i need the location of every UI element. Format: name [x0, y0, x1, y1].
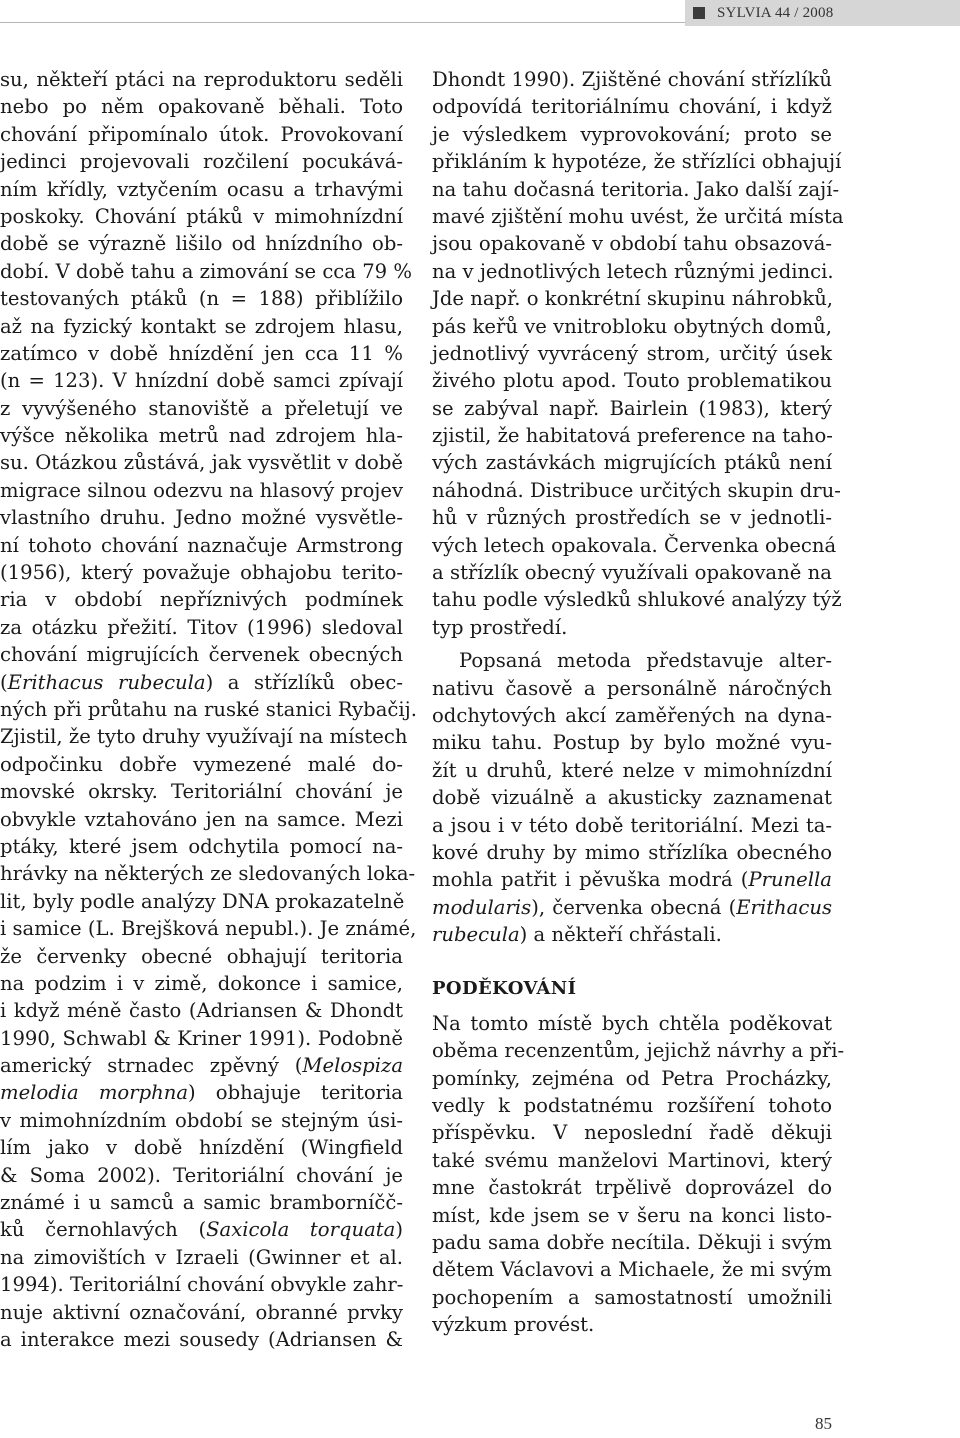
- species-name-italic: Melospiza: [302, 1054, 403, 1078]
- species-name-italic: Saxicola torquata: [206, 1218, 396, 1242]
- text-line: i samice (L. Brejšková nepubl.). Je známé,: [0, 917, 417, 941]
- text-line: [432, 921, 832, 948]
- text-line: chování připomínalo útok. Provokovaní: [0, 122, 403, 146]
- text-line: a střízlík obecný využívali opakovaně na: [432, 561, 832, 585]
- header-rule: [0, 22, 685, 23]
- text-line: [432, 894, 832, 921]
- text-line: ptáky, které jsem odchytila pomocí na-: [0, 834, 403, 858]
- text-line: (1956), který považuje obhajobu terito-: [0, 561, 403, 585]
- text-segment: (: [0, 670, 8, 694]
- text-line: 1994). Teritoriální chování obvykle zahr-: [0, 1273, 404, 1297]
- text-line: miku tahu. Postup by bylo možné vyu-: [432, 731, 832, 755]
- text-line: hrávky na některých ze sledovaných loka-: [0, 862, 416, 886]
- text-line: je výsledkem vyprovokování; proto se: [432, 122, 832, 146]
- text-line: jedinci projevovali rozčilení pocukává-: [0, 150, 403, 174]
- text-line: hů v různých prostředích se v jednotli-: [432, 506, 832, 530]
- text-line: ním křídly, vztyčením ocasu a trhavými: [0, 177, 403, 201]
- text-line: typ prostředí.: [432, 615, 568, 639]
- text-line: v mimohnízdním období se stejným úsi-: [0, 1108, 403, 1132]
- text-line: Na tomto místě bych chtěla poděkovat: [432, 1011, 832, 1035]
- text-line: su, někteří ptáci na reproduktoru seděli: [0, 68, 403, 91]
- text-line: vých letech opakovala. Červenka obecná: [432, 533, 837, 557]
- text-line: zatímco v době hnízdění jen cca 11 %: [0, 341, 403, 365]
- text-line: na zimovištích v Izraeli (Gwinner et al.: [0, 1245, 403, 1269]
- text-line: Jde např. o konkrétní skupinu náhrobků,: [432, 287, 834, 311]
- text-line: také svému manželovi Martinovi, který: [432, 1148, 832, 1172]
- species-name-italic: Prunella: [748, 868, 832, 892]
- text-line: jednotlivý vyvrácený strom, určitý úsek: [432, 341, 832, 365]
- text-line: na v jednotlivých letech různými jedinci.: [432, 259, 834, 283]
- text-line: a jsou i v této době teritoriální. Mezi ta-: [432, 813, 832, 837]
- text-line: výzkum provést.: [432, 1313, 595, 1337]
- text-line: [0, 1052, 403, 1079]
- species-name-italic: Erithacus rubecula: [7, 670, 206, 694]
- species-name-italic: melodia morphna: [0, 1081, 189, 1105]
- text-segment: ) a střízlíků obec-: [205, 670, 404, 694]
- text-line: oběma recenzentům, jejichž návrhy a při-: [432, 1039, 845, 1063]
- text-line: [432, 866, 832, 893]
- text-line: době se výrazně lišilo od hnízdního ob-: [0, 232, 403, 256]
- text-line: vých zastávkách migrujících ptáků není: [432, 451, 832, 475]
- text-line: chování migrujících červenek obecných: [0, 643, 403, 667]
- text-line: vlastního druhu. Jedno možné vysvětle-: [0, 506, 403, 530]
- text-line: žít u druhů, které nelze v mimohnízdní: [432, 758, 832, 782]
- text-line: poskoky. Chování ptáků v mimohnízdní: [0, 204, 403, 228]
- text-line: odpočinku dobře vymezené malé do-: [0, 752, 403, 776]
- page-number: 85: [815, 1414, 832, 1433]
- header-square-icon: [693, 7, 705, 19]
- text-line: lit, byly podle analýzy DNA prokazatelně: [0, 889, 405, 913]
- text-line: [0, 1079, 403, 1106]
- text-line: lím jako v době hnízdění (Wingfield: [0, 1136, 403, 1160]
- text-line: Zjistil, že tyto druhy využívají na místech: [0, 725, 408, 749]
- text-line: vedly k podstatnému rozšíření tohoto: [432, 1094, 832, 1118]
- text-line: Popsaná metoda představuje alter-: [459, 649, 832, 673]
- text-line: na podzim i v zimě, dokonce i samice,: [0, 971, 403, 995]
- text-line: době vizuálně a akusticky zaznamenat: [432, 786, 832, 810]
- text-line: jsou opakovaně v období tahu obsazová-: [432, 232, 832, 256]
- text-line: míst, kde jsem se v šeru na konci listo-: [432, 1203, 832, 1227]
- text-line: [0, 669, 403, 696]
- text-line: odpovídá teritoriálnímu chování, i když: [432, 95, 832, 119]
- text-line: migrace silnou odezvu na hlasový projev: [0, 478, 404, 502]
- species-name-italic: rubecula: [432, 923, 520, 947]
- text-line: 1990, Schwabl & Kriner 1991). Podobně: [0, 1026, 403, 1050]
- text-line: dětem Václavovi a Michaele, že mi svým: [432, 1258, 832, 1282]
- text-segment: ) a někteří chřástali.: [519, 923, 722, 947]
- text-line: ných při průtahu na ruské stanici Rybačij.: [0, 697, 417, 721]
- section-heading-acknowledgements: PODĚKOVÁNÍ: [432, 977, 577, 999]
- text-line: i když méně často (Adriansen & Dhondt: [0, 999, 403, 1023]
- text-segment: mohla patřit i pěvuška modrá (: [432, 868, 749, 892]
- right-column: [432, 66, 845, 1339]
- text-line: známé i u samců a samic bramborníčč-: [0, 1191, 403, 1215]
- text-line: padu sama dobře necítila. Děkuji i svým: [432, 1231, 832, 1255]
- text-line: zjistil, že habitatová preference na taho-: [432, 424, 833, 448]
- paragraph-method-summary: [432, 647, 832, 948]
- text-line: nuje aktivní označování, obranné prvky: [0, 1300, 403, 1324]
- text-line: odchytových akcí zaměřených na dyna-: [432, 703, 832, 727]
- text-segment: ): [395, 1218, 403, 1242]
- text-line: že červenky obecné obhajují teritoria: [0, 944, 403, 968]
- species-name-italic: modularis: [432, 895, 532, 919]
- left-column: [0, 66, 417, 1353]
- text-line: mavé zjištění mohu uvést, že určitá místa: [432, 204, 844, 228]
- text-line: & Soma 2002). Teritoriální chování je: [0, 1163, 403, 1187]
- text-line: náhodná. Distribuce určitých skupin dru-: [432, 478, 841, 502]
- text-segment: ) obhajuje teritoria: [188, 1081, 403, 1105]
- text-line: [0, 1216, 403, 1243]
- text-line: živého plotu apod. Touto problematikou: [432, 369, 832, 393]
- text-line: příspěvku. V neposlední řadě děkuji: [432, 1121, 832, 1145]
- text-line: ní tohoto chování naznačuje Armstrong: [0, 533, 403, 557]
- text-line: Dhondt 1990). Zjištěné chování střízlíků: [432, 68, 832, 91]
- text-line: za otázku přežití. Titov (1996) sledoval: [0, 615, 403, 639]
- text-line: se zabýval např. Bairlein (1983), který: [432, 396, 832, 420]
- text-segment: ), červenka obecná (: [531, 895, 737, 919]
- journal-title: SYLVIA 44 / 2008: [717, 4, 834, 21]
- text-line: výšce několika metrů nad zdrojem hla-: [0, 424, 403, 448]
- paragraph-discussion-continued: [432, 66, 844, 641]
- text-line: kové druhy by mimo střízlíka obecného: [432, 840, 832, 864]
- text-line: pomínky, zejména od Petra Procházky,: [432, 1066, 832, 1090]
- text-line: na tahu dočasná teritoria. Jako další zají-: [432, 177, 840, 201]
- text-line: testovaných ptáků (n = 188) přiblížilo: [0, 287, 403, 311]
- text-line: nativu časově a personálně náročných: [432, 676, 832, 700]
- text-line: pás keřů ve vnitrobloku obytných domů,: [432, 314, 832, 338]
- running-header: [685, 0, 960, 26]
- text-line: obvykle vztahováno jen na samce. Mezi: [0, 807, 403, 831]
- text-line: (n = 123). V hnízdní době samci zpívají: [0, 369, 403, 393]
- text-line: su. Otázkou zůstává, jak vysvětlit v době: [0, 451, 403, 475]
- paragraph-acknowledgements: [432, 1010, 845, 1339]
- text-line: z vyvýšeného stanoviště a přeletují ve: [0, 396, 403, 420]
- text-segment: americký strnadec zpěvný (: [0, 1054, 303, 1078]
- text-line: až na fyzický kontakt se zdrojem hlasu,: [0, 314, 403, 338]
- text-line: dobí. V době tahu a zimování se cca 79 %: [0, 259, 412, 283]
- text-line: nebo po něm opakovaně běhali. Toto: [0, 95, 403, 119]
- text-line: tahu podle výsledků shlukové analýzy týž: [432, 588, 842, 612]
- text-line: přikláním k hypotéze, že střízlíci obhajují: [432, 150, 842, 174]
- text-line: a interakce mezi sousedy (Adriansen &: [0, 1327, 403, 1351]
- text-line: pochopením a samostatností umožnili: [432, 1285, 832, 1309]
- text-line: mne častokrát trpělivě doprovázel do: [432, 1176, 832, 1200]
- text-line: ria v období nepříznivých podmínek: [0, 588, 403, 612]
- text-segment: ků černohlavých (: [0, 1218, 207, 1242]
- text-line: movské okrsky. Teritoriální chování je: [0, 780, 403, 804]
- species-name-italic: Erithacus: [736, 895, 832, 919]
